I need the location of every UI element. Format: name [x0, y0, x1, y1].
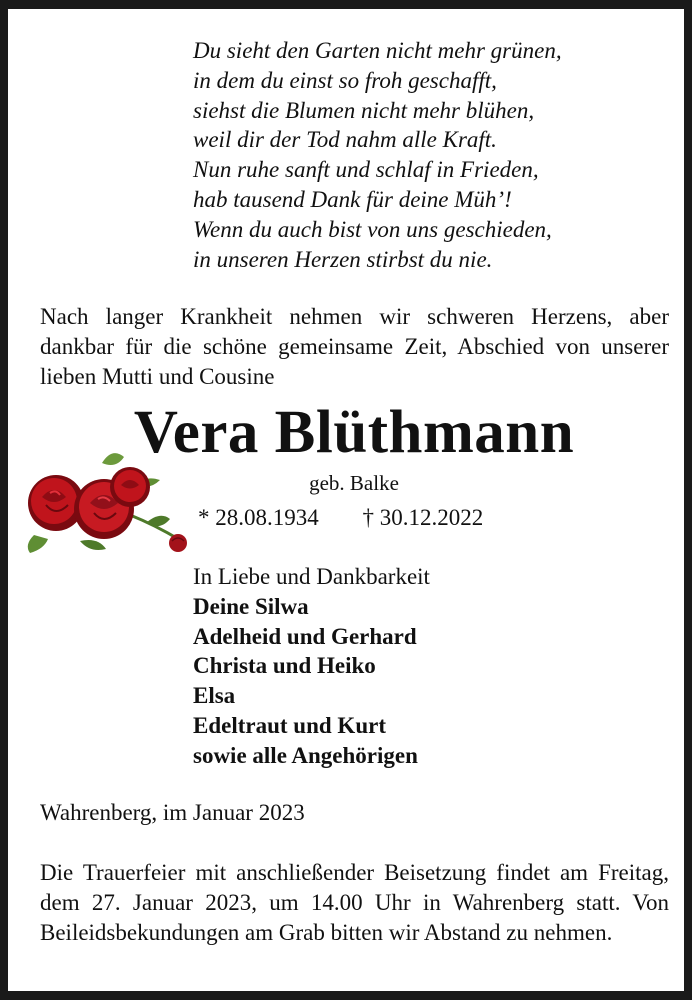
mourner-name: Adelheid und Gerhard [193, 623, 417, 649]
mourner-name: Christa und Heiko [193, 653, 376, 679]
intro-text: Nach langer Krankheit nehmen wir schweren Herzens, aber dankbar für die schöne gemeinsame Zeit, Abschied von unserer lieben Mutti und Cousine [40, 304, 669, 389]
mourners-block [193, 562, 430, 771]
mourner-name: Deine Silwa [193, 593, 309, 619]
poem-line: in unseren Herzen stirbst du nie. [193, 246, 493, 272]
funeral-notice: Die Trauerfeier mit anschließender Beisetzung findet am Freitag, dem 27. Januar 2023, um 14.00 Uhr in Wahrenberg statt. Von Beileidsbekundungen am Grab bitten wir Abstand zu nehmen. [40, 860, 669, 945]
place-date: Wahrenberg, im Januar 2023 [40, 800, 305, 825]
memorial-poem [193, 36, 663, 274]
deceased-name: Vera Blüthmann [133, 399, 575, 466]
mourner-name: Edeltraut und Kurt [193, 712, 386, 738]
red-roses-icon [20, 445, 198, 557]
death-date: † 30.12.2022 [362, 505, 484, 530]
poem-line: Wenn du auch bist von uns geschieden, [193, 216, 552, 242]
poem-line: siehst die Blumen nicht mehr blühen, [193, 97, 535, 123]
mourner-name: Elsa [193, 683, 236, 709]
poem-line: hab tausend Dank für deine Müh’! [193, 186, 512, 212]
poem-line: in dem du einst so froh geschafft, [193, 67, 497, 93]
birth-name: geb. Balke [309, 471, 399, 495]
poem-line: Nun ruhe sanft und schlaf in Frieden, [193, 157, 539, 183]
mourners-lead: In Liebe und Dankbarkeit [193, 564, 430, 589]
birth-date: * 28.08.1934 [198, 505, 319, 530]
poem-line: Du sieht den Garten nicht mehr grünen, [193, 38, 562, 63]
mourner-name: sowie alle Angehörigen [193, 742, 418, 768]
poem-line: weil dir der Tod nahm alle Kraft. [193, 127, 497, 153]
life-dates [198, 503, 483, 533]
